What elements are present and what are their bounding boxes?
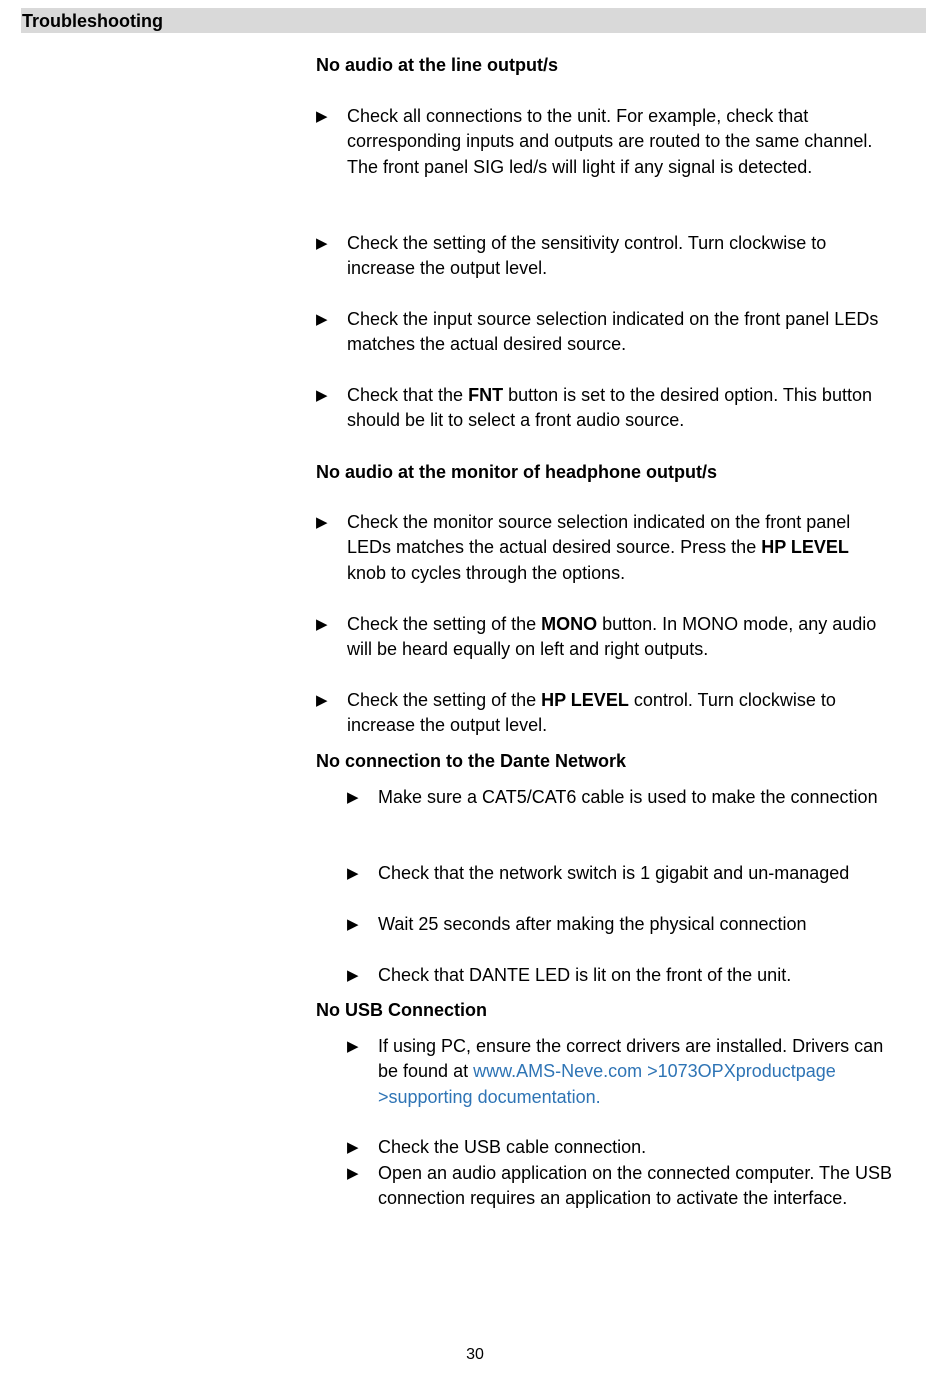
list-item-text: Check the input source selection indicated on the front panel LEDs matches the actual desired source.: [347, 309, 879, 355]
bullet-arrow-icon: ▶: [347, 916, 359, 933]
bullet-arrow-icon: ▶: [316, 108, 328, 125]
mono-button-name: MONO: [541, 614, 598, 634]
hp-level-name: HP LEVEL: [541, 690, 629, 710]
bullet-arrow-icon: ▶: [316, 692, 328, 709]
list-item-text: Check the monitor source selection indicated on the front panel LEDs matches the actual desired source. Press the HP LEVEL knob to cycles through the options.: [347, 512, 851, 583]
list-item-text: Check that the FNT button is set to the desired option. This button should be lit to select a front audio source.: [347, 385, 872, 431]
bullet-arrow-icon: ▶: [347, 967, 359, 984]
heading-no-audio-monitor: No audio at the monitor of headphone output/s: [316, 462, 717, 482]
section-title: Troubleshooting: [22, 11, 163, 31]
page-number: 30: [466, 1346, 484, 1363]
list-item-text: Check the setting of the sensitivity control. Turn clockwise to increase the output level.: [347, 233, 827, 279]
bullet-arrow-icon: ▶: [316, 616, 328, 633]
ams-neve-link[interactable]: www.AMS-Neve.com >1073OPXproductpage >supporting documentation.: [378, 1061, 836, 1107]
list-item-text: Check the setting of the MONO button. In MONO mode, any audio will be heard equally on left and right outputs.: [347, 614, 877, 660]
bullet-arrow-icon: ▶: [347, 1165, 359, 1182]
bullet-arrow-icon: ▶: [347, 1139, 359, 1156]
bullet-arrow-icon: ▶: [316, 235, 328, 252]
list-item-text: If using PC, ensure the correct drivers are installed. Drivers can be found at www.AMS-Neve.com >1073OPXproductpage >supporting documentation.: [378, 1036, 884, 1107]
bullet-arrow-icon: ▶: [316, 387, 328, 404]
list-item-text: Check the setting of the HP LEVEL control. Turn clockwise to increase the output level.: [347, 690, 836, 736]
list-item-text: Check that the network switch is 1 gigabit and un-managed: [378, 863, 850, 883]
bullet-arrow-icon: ▶: [316, 311, 328, 328]
bullet-arrow-icon: ▶: [347, 789, 359, 806]
list-item-text: Check all connections to the unit. For example, check that corresponding inputs and outputs are routed to the same channel. The front panel SIG led/s will light if any signal is detected.: [347, 106, 873, 177]
list-item-text: Check the USB cable connection.: [378, 1137, 647, 1157]
fnt-button-name: FNT: [468, 385, 504, 405]
heading-no-audio-line-output: No audio at the line output/s: [316, 55, 558, 75]
section-title-bar: [21, 8, 926, 33]
heading-no-dante-connection: No connection to the Dante Network: [316, 751, 627, 771]
bullet-arrow-icon: ▶: [347, 1038, 359, 1055]
list-item-text: Check that DANTE LED is lit on the front of the unit.: [378, 965, 792, 985]
list-item-text: Make sure a CAT5/CAT6 cable is used to make the connection: [378, 787, 878, 807]
list-item-text: Open an audio application on the connected computer. The USB connection requires an application to activate the interface.: [378, 1163, 893, 1209]
hp-level-name: HP LEVEL: [761, 537, 849, 558]
list-item-text: Wait 25 seconds after making the physical connection: [378, 914, 807, 934]
bullet-arrow-icon: ▶: [347, 865, 359, 882]
bullet-arrow-icon: ▶: [316, 514, 328, 531]
heading-no-usb-connection: No USB Connection: [316, 1000, 487, 1020]
